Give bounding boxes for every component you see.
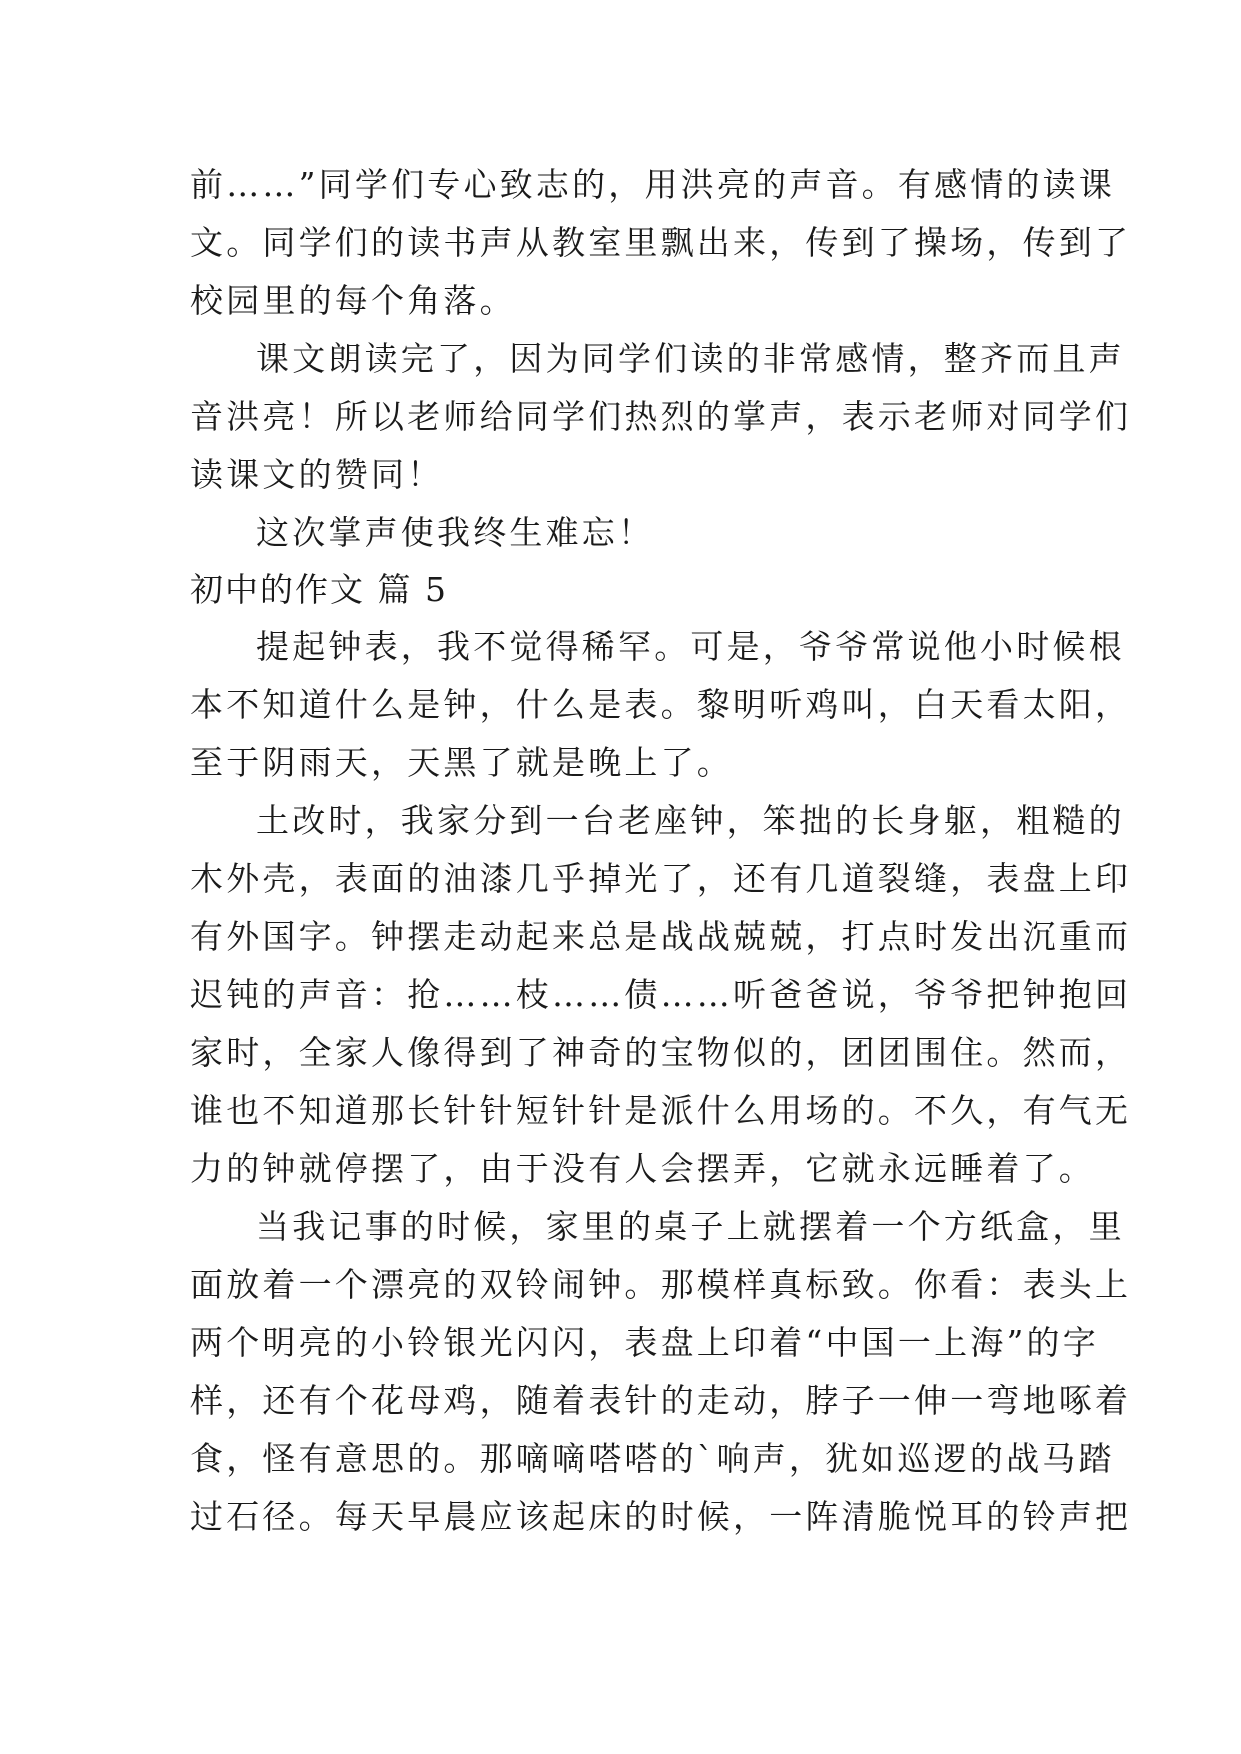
- text-line: 有外国字。钟摆走动起来总是战战兢兢，打点时发出沉重而: [190, 917, 1132, 956]
- text-line: 校园里的每个角落。: [190, 281, 516, 320]
- text-line: 土改时，我家分到一台老座钟，笨拙的长身躯，粗糙的: [256, 801, 1125, 840]
- paragraph-unforgettable: [190, 504, 1060, 562]
- text-line: 前……”同学们专心致志的，用洪亮的声音。有感情的读课: [190, 165, 1116, 204]
- text-line: 音洪亮！所以老师给同学们热烈的掌声，表示老师对同学们: [190, 397, 1132, 436]
- section-heading: 初中的作文 篇 5: [190, 570, 448, 609]
- text-line: 家时，全家人像得到了神奇的宝物似的，团团围住。然而，: [190, 1033, 1132, 1072]
- paragraph-applause: [190, 330, 1132, 504]
- document-body: [190, 156, 1132, 1546]
- text-line: 文。同学们的读书声从教室里飘出来，传到了操场，传到了: [190, 223, 1132, 262]
- text-line: 样，还有个花母鸡，随着表针的走动，脖子一伸一弯地啄着: [190, 1381, 1132, 1420]
- text-line: 读课文的赞同！: [190, 455, 444, 494]
- text-line: 食，怪有意思的。那嘀嘀嗒嗒的`响声，犹如巡逻的战马踏: [190, 1439, 1115, 1478]
- text-line: 谁也不知道那长针针短针针是派什么用场的。不久，有气无: [190, 1091, 1132, 1130]
- text-line: 本不知道什么是钟，什么是表。黎明听鸡叫，白天看太阳，: [190, 685, 1132, 724]
- text-line: 力的钟就停摆了，由于没有人会摆弄，它就永远睡着了。: [190, 1149, 1095, 1188]
- text-line: 木外壳，表面的油漆几乎掉光了，还有几道裂缝，表盘上印: [190, 859, 1132, 898]
- paragraph-continuation: [190, 156, 1132, 330]
- text-line: 面放着一个漂亮的双铃闹钟。那模样真标致。你看：表头上: [190, 1265, 1132, 1304]
- text-line: 提起钟表，我不觉得稀罕。可是，爷爷常说他小时候根: [256, 627, 1125, 666]
- text-line: 这次掌声使我终生难忘！: [256, 513, 655, 552]
- text-line: 过石径。每天早晨应该起床的时候，一阵清脆悦耳的铃声把: [190, 1497, 1132, 1536]
- text-line: 课文朗读完了，因为同学们读的非常感情，整齐而且声: [256, 339, 1125, 378]
- text-line: 当我记事的时候，家里的桌子上就摆着一个方纸盒，里: [256, 1207, 1125, 1246]
- text-line: 迟钝的声音：抢……枝……债……听爸爸说，爷爷把钟抱回: [190, 975, 1132, 1014]
- paragraph-old-clock: [190, 792, 1132, 1198]
- paragraph-clocks: [190, 618, 1132, 792]
- text-line: 至于阴雨天，天黑了就是晚上了。: [190, 743, 733, 782]
- text-line: 两个明亮的小铃银光闪闪，表盘上印着“中国一上海”的字: [190, 1323, 1099, 1362]
- paragraph-alarm-clock: [190, 1198, 1132, 1546]
